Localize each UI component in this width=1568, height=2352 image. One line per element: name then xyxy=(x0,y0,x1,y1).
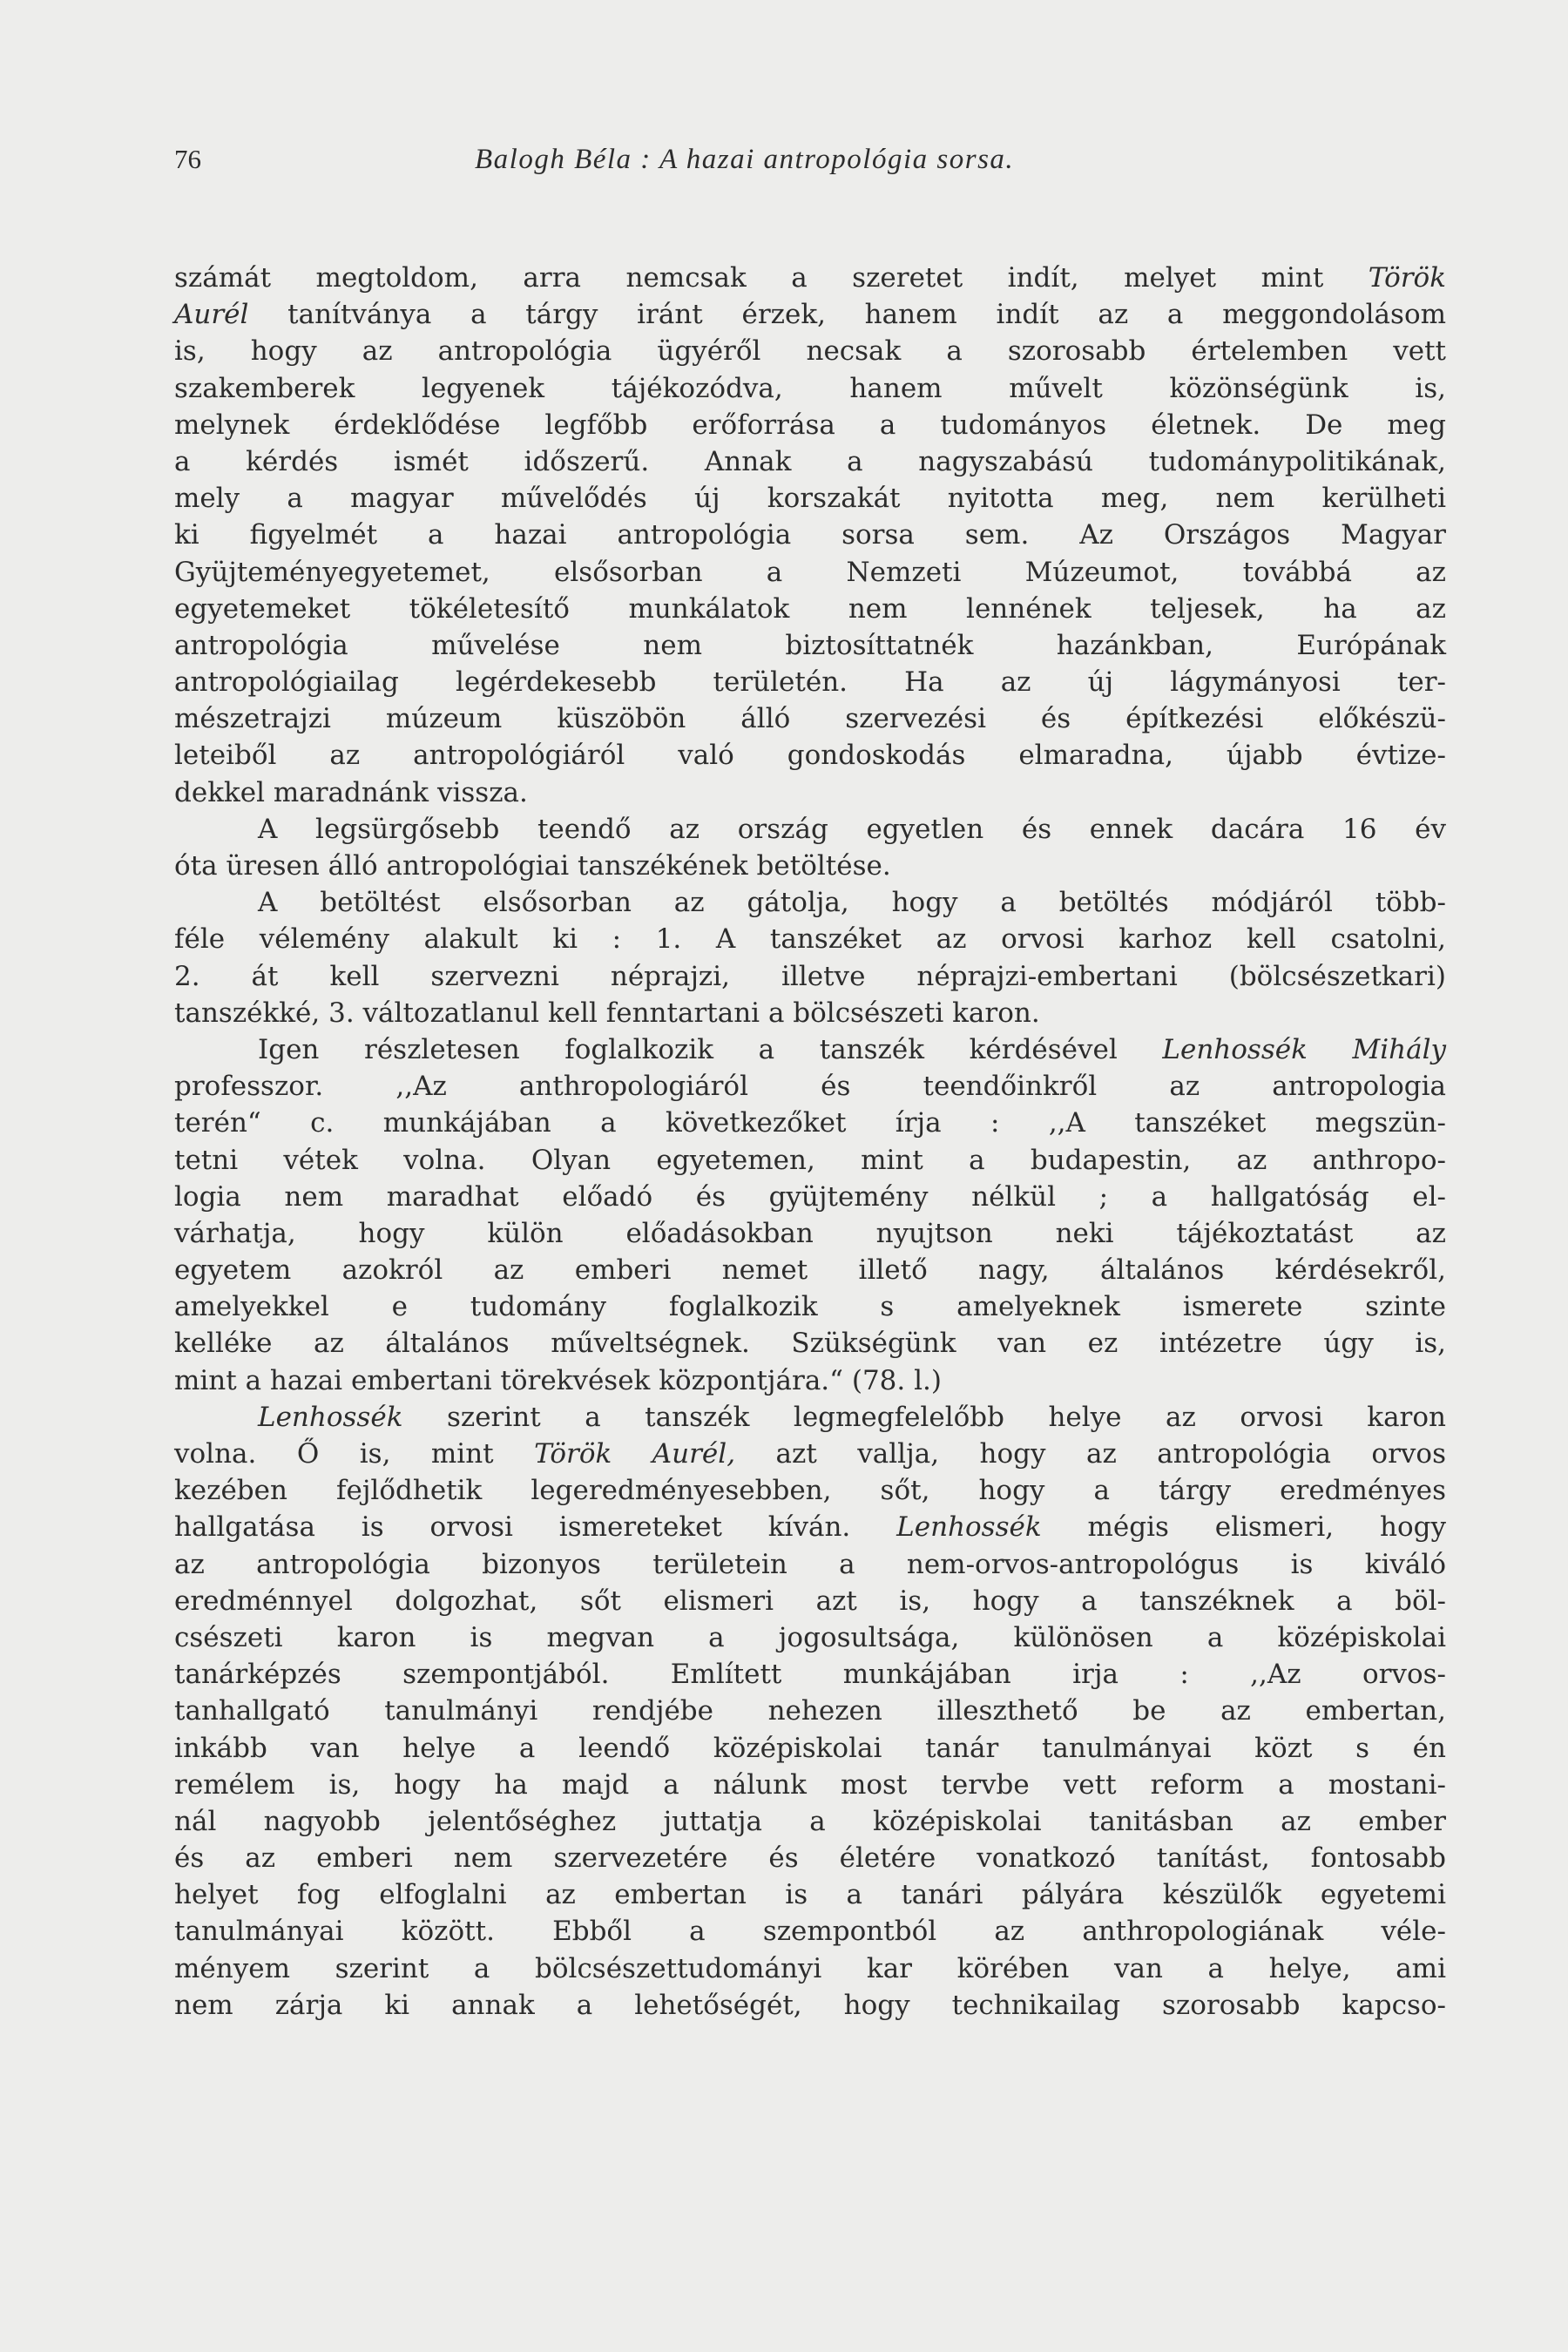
italic-name: Aurél xyxy=(174,299,249,331)
text-line xyxy=(174,1509,1446,1545)
text-segment: a kérdés ismét időszerű. Annak a nagyszabású tudománypolitikának, xyxy=(174,445,1446,477)
text-line xyxy=(174,443,1446,480)
text-segment: dekkel maradnánk vissza. xyxy=(174,776,528,808)
text-segment: melynek érdeklődése legfőbb erőforrása a tudományos életnek. De meg xyxy=(174,409,1446,441)
text-segment: amelyekkel e tudomány foglalkozik s amelyeknek ismerete szinte xyxy=(174,1291,1446,1323)
text-segment: kezében fejlődhetik legeredményesebben, sőt, hogy a tárgy eredményes xyxy=(174,1475,1446,1507)
text-segment: tanszékké, 3. változatlanul kell fenntartani a bölcsészeti karon. xyxy=(174,997,1040,1029)
text-line xyxy=(174,260,1446,296)
text-line xyxy=(174,1068,1446,1105)
text-line xyxy=(174,1767,1446,1803)
text-line xyxy=(174,480,1446,517)
page-number: 76 xyxy=(174,144,201,174)
text-segment: helyet fog elfoglalni az embertan is a tanári pályára készülők egyetemi xyxy=(174,1879,1446,1911)
text-line xyxy=(174,554,1446,591)
text-line xyxy=(174,884,1446,921)
text-line xyxy=(174,1987,1446,2024)
text-line xyxy=(174,1472,1446,1509)
text-line xyxy=(174,1031,1446,1068)
text-segment: mely a magyar művelődés új korszakát nyitotta meg, nem kerülheti xyxy=(174,483,1446,515)
text-segment: remélem is, hogy ha majd a nálunk most tervbe vett reform a mostani- xyxy=(174,1768,1446,1801)
text-segment: tanítványa a tárgy iránt érzek, hanem indít az a meggondolásom xyxy=(248,299,1446,331)
text-segment: Igen részletesen foglalkozik a tanszék kérdésével xyxy=(258,1033,1163,1065)
running-title: Balogh Béla : A hazai antropológia sorsa. xyxy=(475,144,1015,175)
text-segment: nem zárja ki annak a lehetőségét, hogy technikailag szorosabb kapcso- xyxy=(174,1989,1446,2021)
text-segment: volna. Ő is, mint xyxy=(174,1438,535,1470)
text-line xyxy=(174,1252,1446,1288)
text-segment: antropológia művelése nem biztosíttatnék hazánkban, Európának xyxy=(174,629,1446,661)
text-line xyxy=(174,1436,1446,1472)
text-segment: számát megtoldom, arra nemcsak a szeretet indít, melyet mint xyxy=(174,262,1369,294)
text-line xyxy=(174,774,1446,811)
text-segment: inkább van helye a leendő középiskolai tanár tanulmányai közt s én xyxy=(174,1732,1446,1764)
text-segment: tanárképzés szempontjából. Említett munkájában irja : ,,Az orvos- xyxy=(174,1659,1446,1691)
text-line xyxy=(174,1619,1446,1656)
text-segment: antropológiailag legérdekesebb területén. Ha az új lágymányosi ter- xyxy=(174,666,1446,699)
text-segment: féle vélemény alakult ki : 1. A tanszéket az orvosi karhoz kell csatolni, xyxy=(174,923,1446,956)
text-segment: tanhallgató tanulmányi rendjébe nehezen illeszthető be az embertan, xyxy=(174,1695,1446,1727)
text-segment: tanulmányai között. Ebből a szempontból az anthropologiának véle- xyxy=(174,1916,1446,1948)
text-segment: tetni vétek volna. Olyan egyetemen, mint a budapestin, az anthropo- xyxy=(174,1144,1446,1176)
text-line xyxy=(174,1546,1446,1583)
text-line xyxy=(174,591,1446,627)
text-segment: mint a hazai embertani törekvések központjára.“ (78. l.) xyxy=(174,1364,942,1396)
text-segment: óta üresen álló antropológiai tanszékének betöltése. xyxy=(174,850,891,882)
text-segment: és az emberi nem szervezetére és életére vonatkozó tanítást, fontosabb xyxy=(174,1842,1446,1875)
text-line xyxy=(174,1913,1446,1950)
text-segment: várhatja, hogy külön előadásokban nyujtson neki tájékoztatást az xyxy=(174,1217,1446,1249)
text-line xyxy=(174,1179,1446,1215)
text-line xyxy=(174,737,1446,774)
text-line xyxy=(174,811,1446,848)
text-segment: azt vallja, hogy az antropológia orvos xyxy=(735,1438,1446,1470)
italic-name: Lenhossék Mihály xyxy=(1162,1033,1446,1065)
page-header xyxy=(174,144,1446,187)
text-line xyxy=(174,1656,1446,1693)
text-line xyxy=(174,700,1446,737)
text-segment: ményem szerint a bölcsészettudományi kar körében van a helye, ami xyxy=(174,1952,1446,1984)
text-segment: szerint a tanszék legmegfelelőbb helye az orvosi karon xyxy=(402,1401,1446,1433)
text-line xyxy=(174,1325,1446,1362)
text-segment: terén“ c. munkájában a következőket írja : ,,A tanszéket megszün- xyxy=(174,1107,1446,1139)
text-segment: mészetrajzi múzeum küszöbön álló szervezési és építkezési előkészü- xyxy=(174,703,1446,735)
body-text xyxy=(174,260,1446,2024)
text-line xyxy=(174,1105,1446,1141)
italic-name: Lenhossék xyxy=(258,1401,403,1433)
text-segment: ki figyelmét a hazai antropológia sorsa sem. Az Országos Magyar xyxy=(174,519,1446,551)
text-line xyxy=(174,296,1446,333)
italic-name: Török xyxy=(1368,262,1446,294)
text-segment: leteiből az antropológiáról való gondoskodás elmaradna, újabb évtize- xyxy=(174,740,1446,772)
text-line xyxy=(174,1803,1446,1840)
text-segment: egyetem azokról az emberi nemet illető nagy, általános kérdésekről, xyxy=(174,1254,1446,1287)
text-line xyxy=(174,1362,1446,1399)
text-segment: 2. át kell szervezni néprajzi, illetve néprajzi-embertani (bölcsészetkari) xyxy=(174,960,1446,992)
text-line xyxy=(174,1399,1446,1436)
text-line xyxy=(174,370,1446,407)
text-line xyxy=(174,1288,1446,1325)
text-line xyxy=(174,407,1446,443)
text-line xyxy=(174,1583,1446,1619)
text-segment: A legsürgősebb teendő az ország egyetlen és ennek dacára 16 év xyxy=(258,813,1446,845)
text-segment: szakemberek legyenek tájékozódva, hanem művelt közönségünk is, xyxy=(174,372,1446,404)
text-line xyxy=(174,958,1446,995)
text-segment: logia nem maradhat előadó és gyüjtemény nélkül ; a hallgatóság el- xyxy=(174,1180,1446,1213)
text-segment: kelléke az általános műveltségnek. Szükségünk van ez intézetre úgy is, xyxy=(174,1328,1446,1360)
text-segment: eredménnyel dolgozhat, sőt elismeri azt is, hogy a tanszéknek a böl- xyxy=(174,1585,1446,1617)
text-segment: is, hogy az antropológia ügyéről necsak a szorosabb értelemben vett xyxy=(174,335,1446,368)
text-segment: mégis elismeri, hogy xyxy=(1041,1511,1446,1544)
text-line xyxy=(174,517,1446,553)
text-line xyxy=(174,1950,1446,1987)
text-line xyxy=(174,848,1446,884)
text-line xyxy=(174,627,1446,664)
text-line xyxy=(174,995,1446,1031)
text-line xyxy=(174,1840,1446,1876)
text-line xyxy=(174,1730,1446,1767)
italic-name: Török Aurél, xyxy=(534,1438,736,1470)
text-line xyxy=(174,1693,1446,1729)
italic-name: Lenhossék xyxy=(896,1511,1042,1544)
text-line xyxy=(174,1142,1446,1179)
text-line xyxy=(174,1215,1446,1252)
text-segment: A betöltést elsősorban az gátolja, hogy a betöltés módjáról több- xyxy=(258,887,1446,919)
text-line xyxy=(174,921,1446,957)
text-segment: nál nagyobb jelentőséghez juttatja a középiskolai tanitásban az ember xyxy=(174,1805,1446,1837)
text-line xyxy=(174,333,1446,369)
text-segment: csészeti karon is megvan a jogosultsága, különösen a középiskolai xyxy=(174,1621,1446,1653)
text-segment: Gyüjteményegyetemet, elsősorban a Nemzeti Múzeumot, továbbá az xyxy=(174,556,1446,588)
text-line xyxy=(174,1876,1446,1913)
text-line xyxy=(174,664,1446,700)
text-segment: hallgatása is orvosi ismereteket kíván. xyxy=(174,1511,897,1544)
text-segment: az antropológia bizonyos területein a nem-orvos-antropológus is kiváló xyxy=(174,1548,1446,1580)
text-segment: egyetemeket tökéletesítő munkálatok nem lennének teljesek, ha az xyxy=(174,592,1446,625)
text-segment: professzor. ,,Az anthropologiáról és teendőinkről az antropologia xyxy=(174,1071,1446,1103)
